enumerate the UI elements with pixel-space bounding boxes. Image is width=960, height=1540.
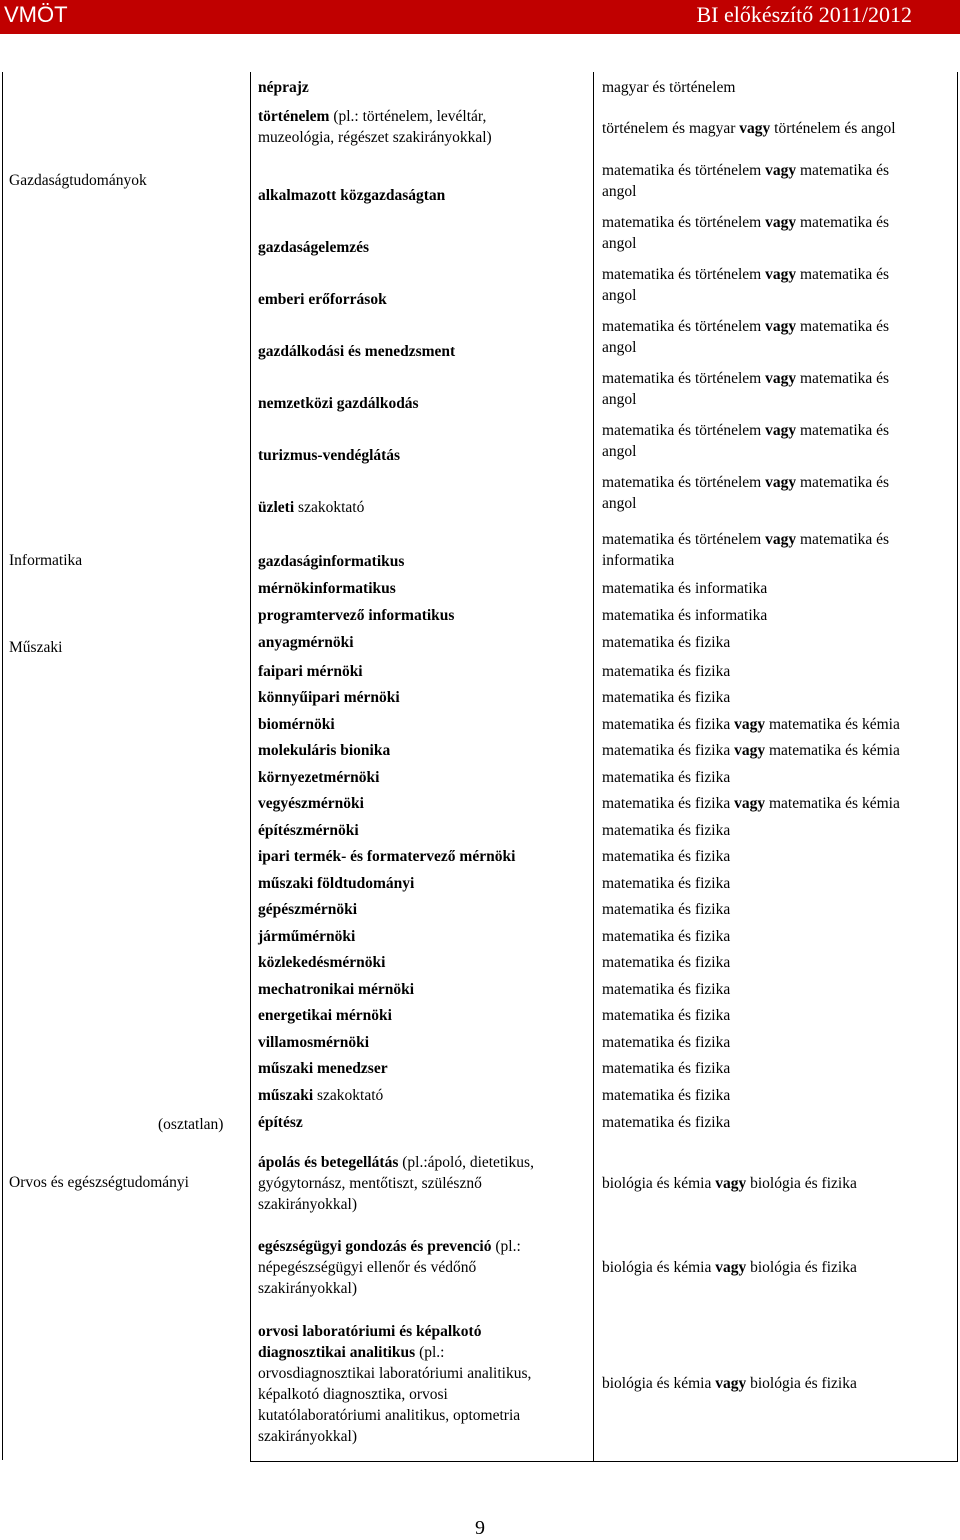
program-gazdalkodasi: gazdálkodási és menedzsment: [258, 343, 456, 360]
page-header: [0, 0, 960, 34]
program-labor-note-4: szakirányokkal): [258, 1428, 357, 1445]
subject-row-cont: informatika: [602, 552, 675, 569]
subject-row: matematika és fizika: [602, 769, 731, 786]
subject-row: matematika és fizika: [602, 848, 731, 865]
program-tortenelem-note: muzeológia, régészet szakirányokkal): [258, 129, 492, 146]
category-gazdasag: Gazdaságtudományok: [9, 172, 147, 189]
subject-row: matematika és fizika: [602, 1060, 731, 1077]
program-apolas-note-1: gyógytornász, mentőtiszt, szülésznő: [258, 1175, 482, 1192]
program-alkalmazott: alkalmazott közgazdaságtan: [258, 187, 446, 204]
program-apolas-note-2: szakirányokkal): [258, 1196, 357, 1213]
program-epiteszmernoki: építészmérnöki: [258, 822, 359, 839]
program-egeszseg-note-2: szakirányokkal): [258, 1280, 357, 1297]
header-right: BI előkészítő 2011/2012: [696, 2, 912, 27]
category-orvos: Orvos és egészségtudományi: [9, 1174, 189, 1191]
subject-row: matematika és fizika: [602, 634, 731, 651]
category-muszaki: Műszaki: [9, 639, 63, 656]
program-neprajz: néprajz: [258, 79, 309, 96]
program-apolas: ápolás és betegellátás (pl.:ápoló, dietetikus,: [258, 1154, 534, 1171]
program-progterv: programtervező informatikus: [258, 607, 455, 624]
program-gazdasagelemzes: gazdaságelemzés: [258, 239, 370, 256]
subject-row: matematika és történelem vagy matematika és: [602, 370, 890, 387]
header-left: VMÖT: [4, 2, 68, 27]
program-ipari: ipari termék- és formatervező mérnöki: [258, 848, 516, 865]
subject-row: matematika és fizika: [602, 928, 731, 945]
program-epitesz: építész: [258, 1114, 303, 1131]
subject-row: matematika és fizika: [602, 1034, 731, 1051]
subject-row: biológia és kémia vagy biológia és fizika: [602, 1375, 857, 1392]
program-bio: biomérnöki: [258, 716, 335, 733]
subject-row: történelem és magyar vagy történelem és angol: [602, 120, 896, 137]
subject-row: matematika és fizika: [602, 954, 731, 971]
subject-row: matematika és történelem vagy matematika és: [602, 474, 890, 491]
subject-row: matematika és fizika: [602, 875, 731, 892]
program-gazdinf: gazdaságinformatikus: [258, 553, 405, 570]
category-informatika: Informatika: [9, 552, 83, 569]
subject-row: matematika és fizika vagy matematika és kémia: [602, 716, 900, 733]
subject-row: matematika és történelem vagy matematika és: [602, 422, 890, 439]
program-anyag: anyagmérnöki: [258, 634, 354, 651]
program-kornyezet: környezetmérnöki: [258, 769, 380, 786]
subject-row: matematika és történelem vagy matematika és: [602, 531, 890, 548]
program-menedzser: műszaki menedzser: [258, 1060, 388, 1077]
program-molek: molekuláris bionika: [258, 742, 391, 759]
subject-row-cont: angol: [602, 495, 637, 512]
subject-row: biológia és kémia vagy biológia és fizika: [602, 1175, 857, 1192]
program-jarmu: járműmérnöki: [258, 928, 356, 945]
program-gepesz: gépészmérnöki: [258, 901, 358, 918]
subject-row: matematika és történelem vagy matematika és: [602, 214, 890, 231]
program-vegyesz: vegyészmérnöki: [258, 795, 364, 812]
subject-row: matematika és informatika: [602, 607, 768, 624]
program-turizmus: turizmus-vendéglátás: [258, 447, 401, 464]
subject-row: matematika és fizika: [602, 1087, 731, 1104]
program-labor-note-1: orvosdiagnosztikai laboratóriumi analitikus,: [258, 1365, 532, 1382]
subject-row-cont: angol: [602, 339, 637, 356]
subject-row: matematika és történelem vagy matematika és: [602, 266, 890, 283]
subject-row: magyar és történelem: [602, 79, 736, 96]
subject-row-cont: angol: [602, 235, 637, 252]
subject-row: matematika és informatika: [602, 580, 768, 597]
subject-row: biológia és kémia vagy biológia és fizika: [602, 1259, 857, 1276]
program-emberi: emberi erőforrások: [258, 291, 387, 308]
program-kozlekedes: közlekedésmérnöki: [258, 954, 386, 971]
subject-row: matematika és fizika: [602, 901, 731, 918]
program-faipari: faipari mérnöki: [258, 663, 363, 680]
subject-row-cont: angol: [602, 443, 637, 460]
subject-row: matematika és fizika: [602, 689, 731, 706]
subject-row: matematika és fizika: [602, 1007, 731, 1024]
category-osztatlan: (osztatlan): [158, 1116, 224, 1133]
subject-row: matematika és történelem vagy matematika és: [602, 162, 890, 179]
subject-row: matematika és történelem vagy matematika és: [602, 318, 890, 335]
subject-row-cont: angol: [602, 287, 637, 304]
subject-row: matematika és fizika vagy matematika és kémia: [602, 742, 900, 759]
subject-row: matematika és fizika: [602, 663, 731, 680]
program-labor-note-3: kutatólaboratóriumi analitikus, optometria: [258, 1407, 521, 1424]
program-labor-2: diagnosztikai analitikus (pl.:: [258, 1344, 445, 1361]
program-tortenelem: történelem (pl.: történelem, levéltár,: [258, 108, 487, 125]
subject-row-cont: angol: [602, 391, 637, 408]
subject-row: matematika és fizika: [602, 1114, 731, 1131]
page-number: 9: [475, 1517, 485, 1539]
program-villamos: villamosmérnöki: [258, 1034, 370, 1051]
program-uzleti: üzleti szakoktató: [258, 499, 365, 516]
program-konnyu: könnyűipari mérnöki: [258, 689, 400, 706]
program-foldtud: műszaki földtudományi: [258, 875, 415, 892]
program-egeszseg-note-1: népegészségügyi ellenőr és védőnő: [258, 1259, 477, 1276]
subject-row-cont: angol: [602, 183, 637, 200]
program-mernokinf: mérnökinformatikus: [258, 580, 396, 597]
program-nemzetkozi: nemzetközi gazdálkodás: [258, 395, 419, 412]
subject-row: matematika és fizika: [602, 981, 731, 998]
program-egeszseg: egészségügyi gondozás és prevenció (pl.:: [258, 1238, 521, 1255]
subject-row: matematika és fizika: [602, 822, 731, 839]
program-szakoktato: műszaki szakoktató: [258, 1087, 384, 1104]
program-energetikai: energetikai mérnöki: [258, 1007, 392, 1024]
program-labor-note-2: képalkotó diagnosztika, orvosi: [258, 1386, 448, 1403]
program-labor: orvosi laboratóriumi és képalkotó: [258, 1323, 482, 1340]
program-mechatron: mechatronikai mérnöki: [258, 981, 414, 998]
subject-row: matematika és fizika vagy matematika és kémia: [602, 795, 900, 812]
